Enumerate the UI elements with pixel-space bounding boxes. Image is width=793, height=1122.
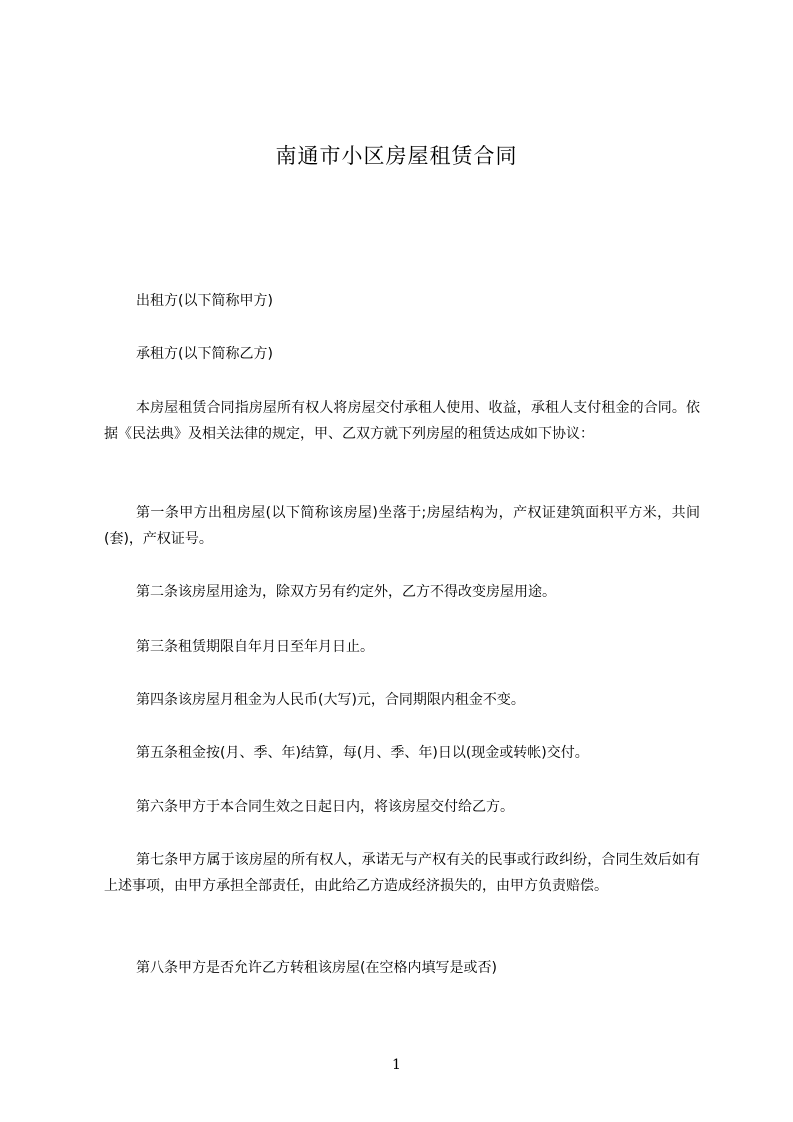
paragraph-article-8: 第八条甲方是否允许乙方转租该房屋(在空格内填写是或否) xyxy=(136,960,497,976)
paragraph-article-6: 第六条甲方于本合同生效之日起日内，将该房屋交付给乙方。 xyxy=(136,799,514,815)
paragraph-article-3: 第三条租赁期限自年月日至年月日止。 xyxy=(136,639,374,655)
paragraph-article-4: 第四条该房屋月租金为人民币(大写)元，合同期限内租金不变。 xyxy=(136,692,525,708)
paragraph-article-5: 第五条租金按(月、季、年)结算，每(月、季、年)日以(现金或转帐)交付。 xyxy=(136,745,589,761)
page-number: 1 xyxy=(392,1057,401,1073)
paragraph-preamble: 本房屋租赁合同指房屋所有权人将房屋交付承租人使用、收益，承租人支付租金的合同。依据《民法典》及相关法律的规定，甲、乙双方就下列房屋的租赁达成如下协议： xyxy=(104,400,700,442)
paragraph-article-7: 第七条甲方属于该房屋的所有权人，承诺无与产权有关的民事或行政纠纷，合同生效后如有上述事项，由甲方承担全部责任，由此给乙方造成经济损失的，由甲方负责赔偿。 xyxy=(104,852,700,894)
paragraph-article-2: 第二条该房屋用途为，除双方另有约定外，乙方不得改变房屋用途。 xyxy=(136,584,556,600)
paragraph-article-1: 第一条甲方出租房屋(以下简称该房屋)坐落于;房屋结构为，产权证建筑面积平方米，共间(套)，产权证号。 xyxy=(104,505,700,547)
document-title: 南通市小区房屋租赁合同 xyxy=(275,144,518,168)
paragraph-lessor: 出租方(以下简称甲方) xyxy=(136,293,273,309)
paragraph-lessee: 承租方(以下简称乙方) xyxy=(136,346,273,362)
